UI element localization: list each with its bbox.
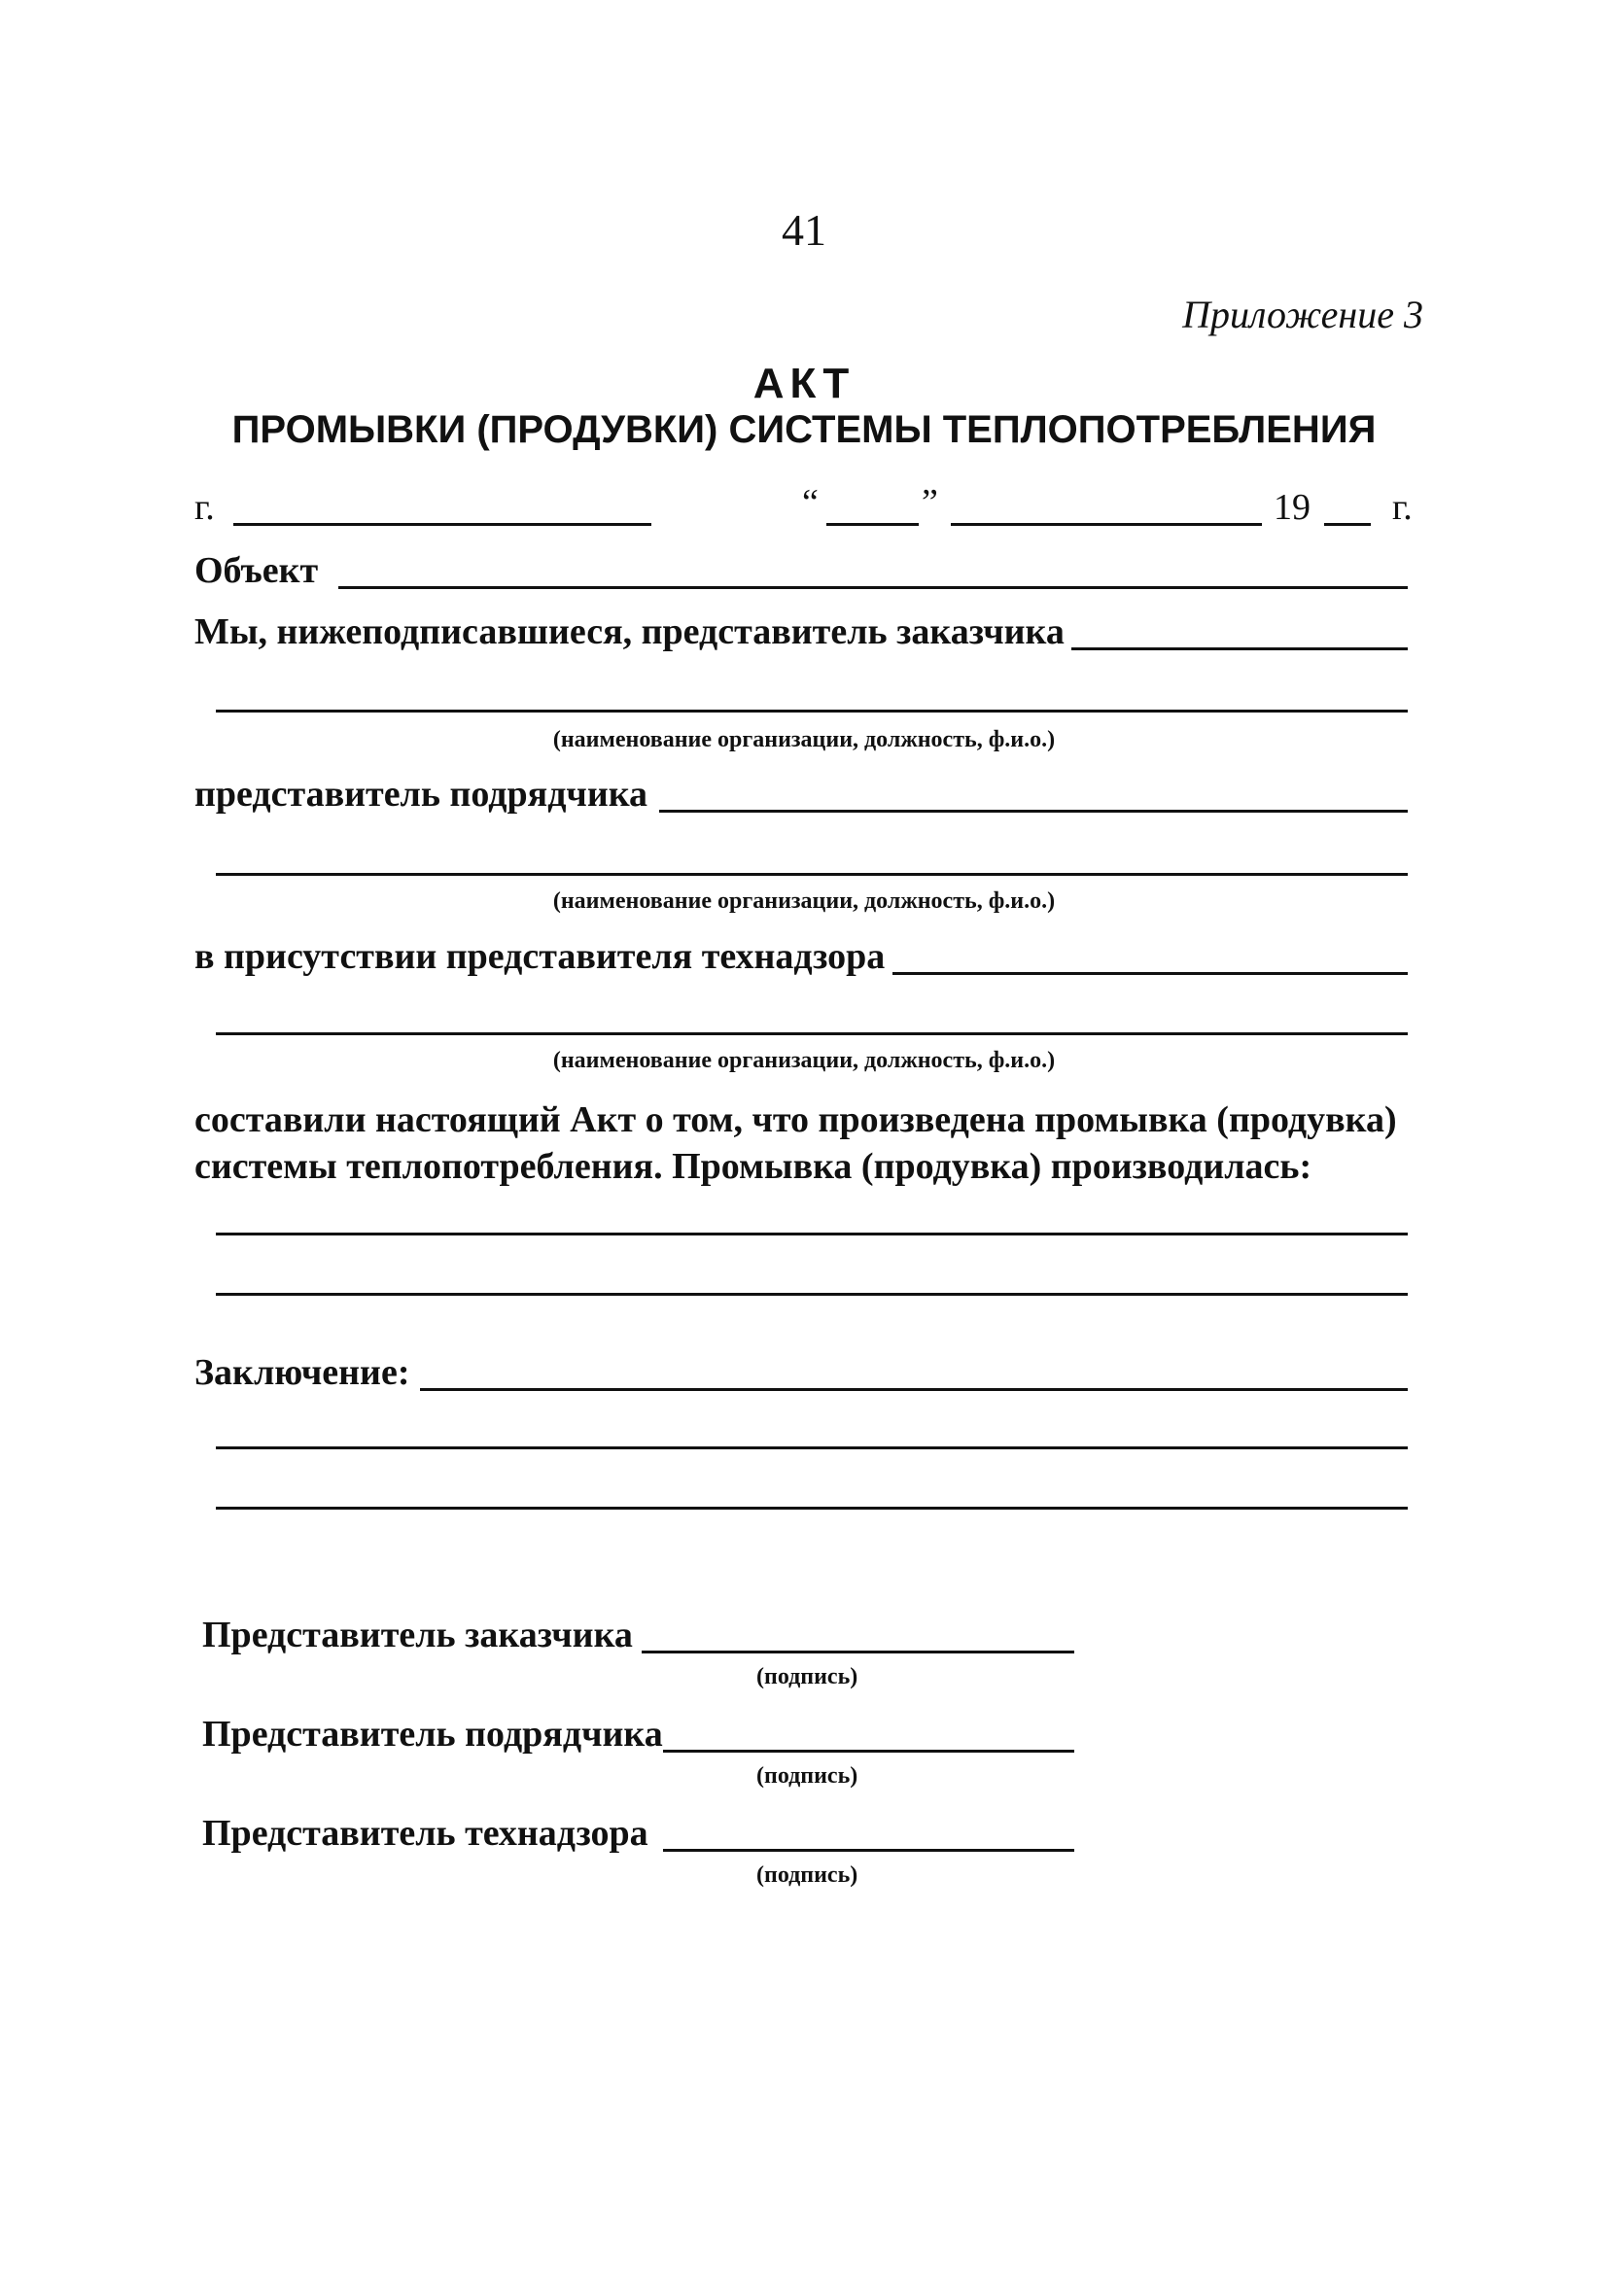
customer-org-line[interactable] bbox=[216, 710, 1408, 713]
appendix-label: Приложение 3 bbox=[1182, 293, 1423, 336]
city-field-line[interactable] bbox=[233, 523, 651, 526]
supervision-field-line[interactable] bbox=[892, 972, 1408, 975]
customer-org-note: (наименование организации, должность, ф.и.о.) bbox=[552, 727, 1056, 752]
customer-label: Мы, нижеподписавшиеся, представитель заказчика bbox=[194, 611, 1065, 652]
statement-line-1: составили настоящий Акт о том, что произведена промывка (продувка) bbox=[194, 1099, 1397, 1140]
object-label: Объект bbox=[194, 550, 319, 591]
contractor-label: представитель подрядчика bbox=[194, 774, 648, 815]
object-field-line[interactable] bbox=[338, 586, 1408, 589]
signature-line-supervision[interactable] bbox=[663, 1849, 1074, 1852]
conclusion-field-line[interactable] bbox=[420, 1388, 1408, 1391]
supervision-org-note: (наименование организации, должность, ф.и.о.) bbox=[552, 1048, 1056, 1073]
statement-line-2: системы теплопотребления. Промывка (продувка) производилась: bbox=[194, 1146, 1312, 1187]
date-open-quote: “ bbox=[802, 482, 819, 523]
contractor-org-line[interactable] bbox=[216, 873, 1408, 876]
signature-note-contractor: (подпись) bbox=[756, 1763, 858, 1789]
contractor-field-line[interactable] bbox=[659, 810, 1408, 813]
procedure-line-2[interactable] bbox=[216, 1293, 1408, 1296]
year-field-line[interactable] bbox=[1324, 523, 1371, 526]
year-prefix: 19 bbox=[1274, 487, 1311, 528]
signature-label-supervision: Представитель технадзора bbox=[202, 1813, 648, 1854]
conclusion-line-2[interactable] bbox=[216, 1446, 1408, 1449]
signature-note-supervision: (подпись) bbox=[756, 1862, 858, 1888]
supervision-label: в присутствии представителя технадзора bbox=[194, 936, 886, 977]
signature-label-contractor: Представитель подрядчика bbox=[202, 1714, 663, 1755]
signature-line-customer[interactable] bbox=[642, 1651, 1074, 1653]
page-number: 41 bbox=[782, 205, 826, 255]
customer-field-line[interactable] bbox=[1071, 647, 1408, 650]
signature-line-contractor[interactable] bbox=[663, 1750, 1074, 1753]
procedure-line-1[interactable] bbox=[216, 1233, 1408, 1235]
conclusion-line-3[interactable] bbox=[216, 1507, 1408, 1510]
contractor-org-note: (наименование организации, должность, ф.и.о.) bbox=[552, 888, 1056, 914]
document-title: АКТ bbox=[752, 360, 856, 407]
date-close-quote: ” bbox=[922, 482, 938, 523]
day-field-line[interactable] bbox=[826, 523, 919, 526]
signature-label-customer: Представитель заказчика bbox=[202, 1615, 633, 1655]
conclusion-label: Заключение: bbox=[194, 1352, 410, 1393]
year-suffix: г. bbox=[1392, 487, 1413, 528]
document-subtitle: ПРОМЫВКИ (ПРОДУВКИ) СИСТЕМЫ ТЕПЛОПОТРЕБЛЕНИЯ bbox=[231, 408, 1377, 451]
month-field-line[interactable] bbox=[951, 523, 1262, 526]
signature-note-customer: (подпись) bbox=[756, 1664, 858, 1689]
supervision-org-line[interactable] bbox=[216, 1032, 1408, 1035]
city-prefix: г. bbox=[194, 487, 215, 528]
